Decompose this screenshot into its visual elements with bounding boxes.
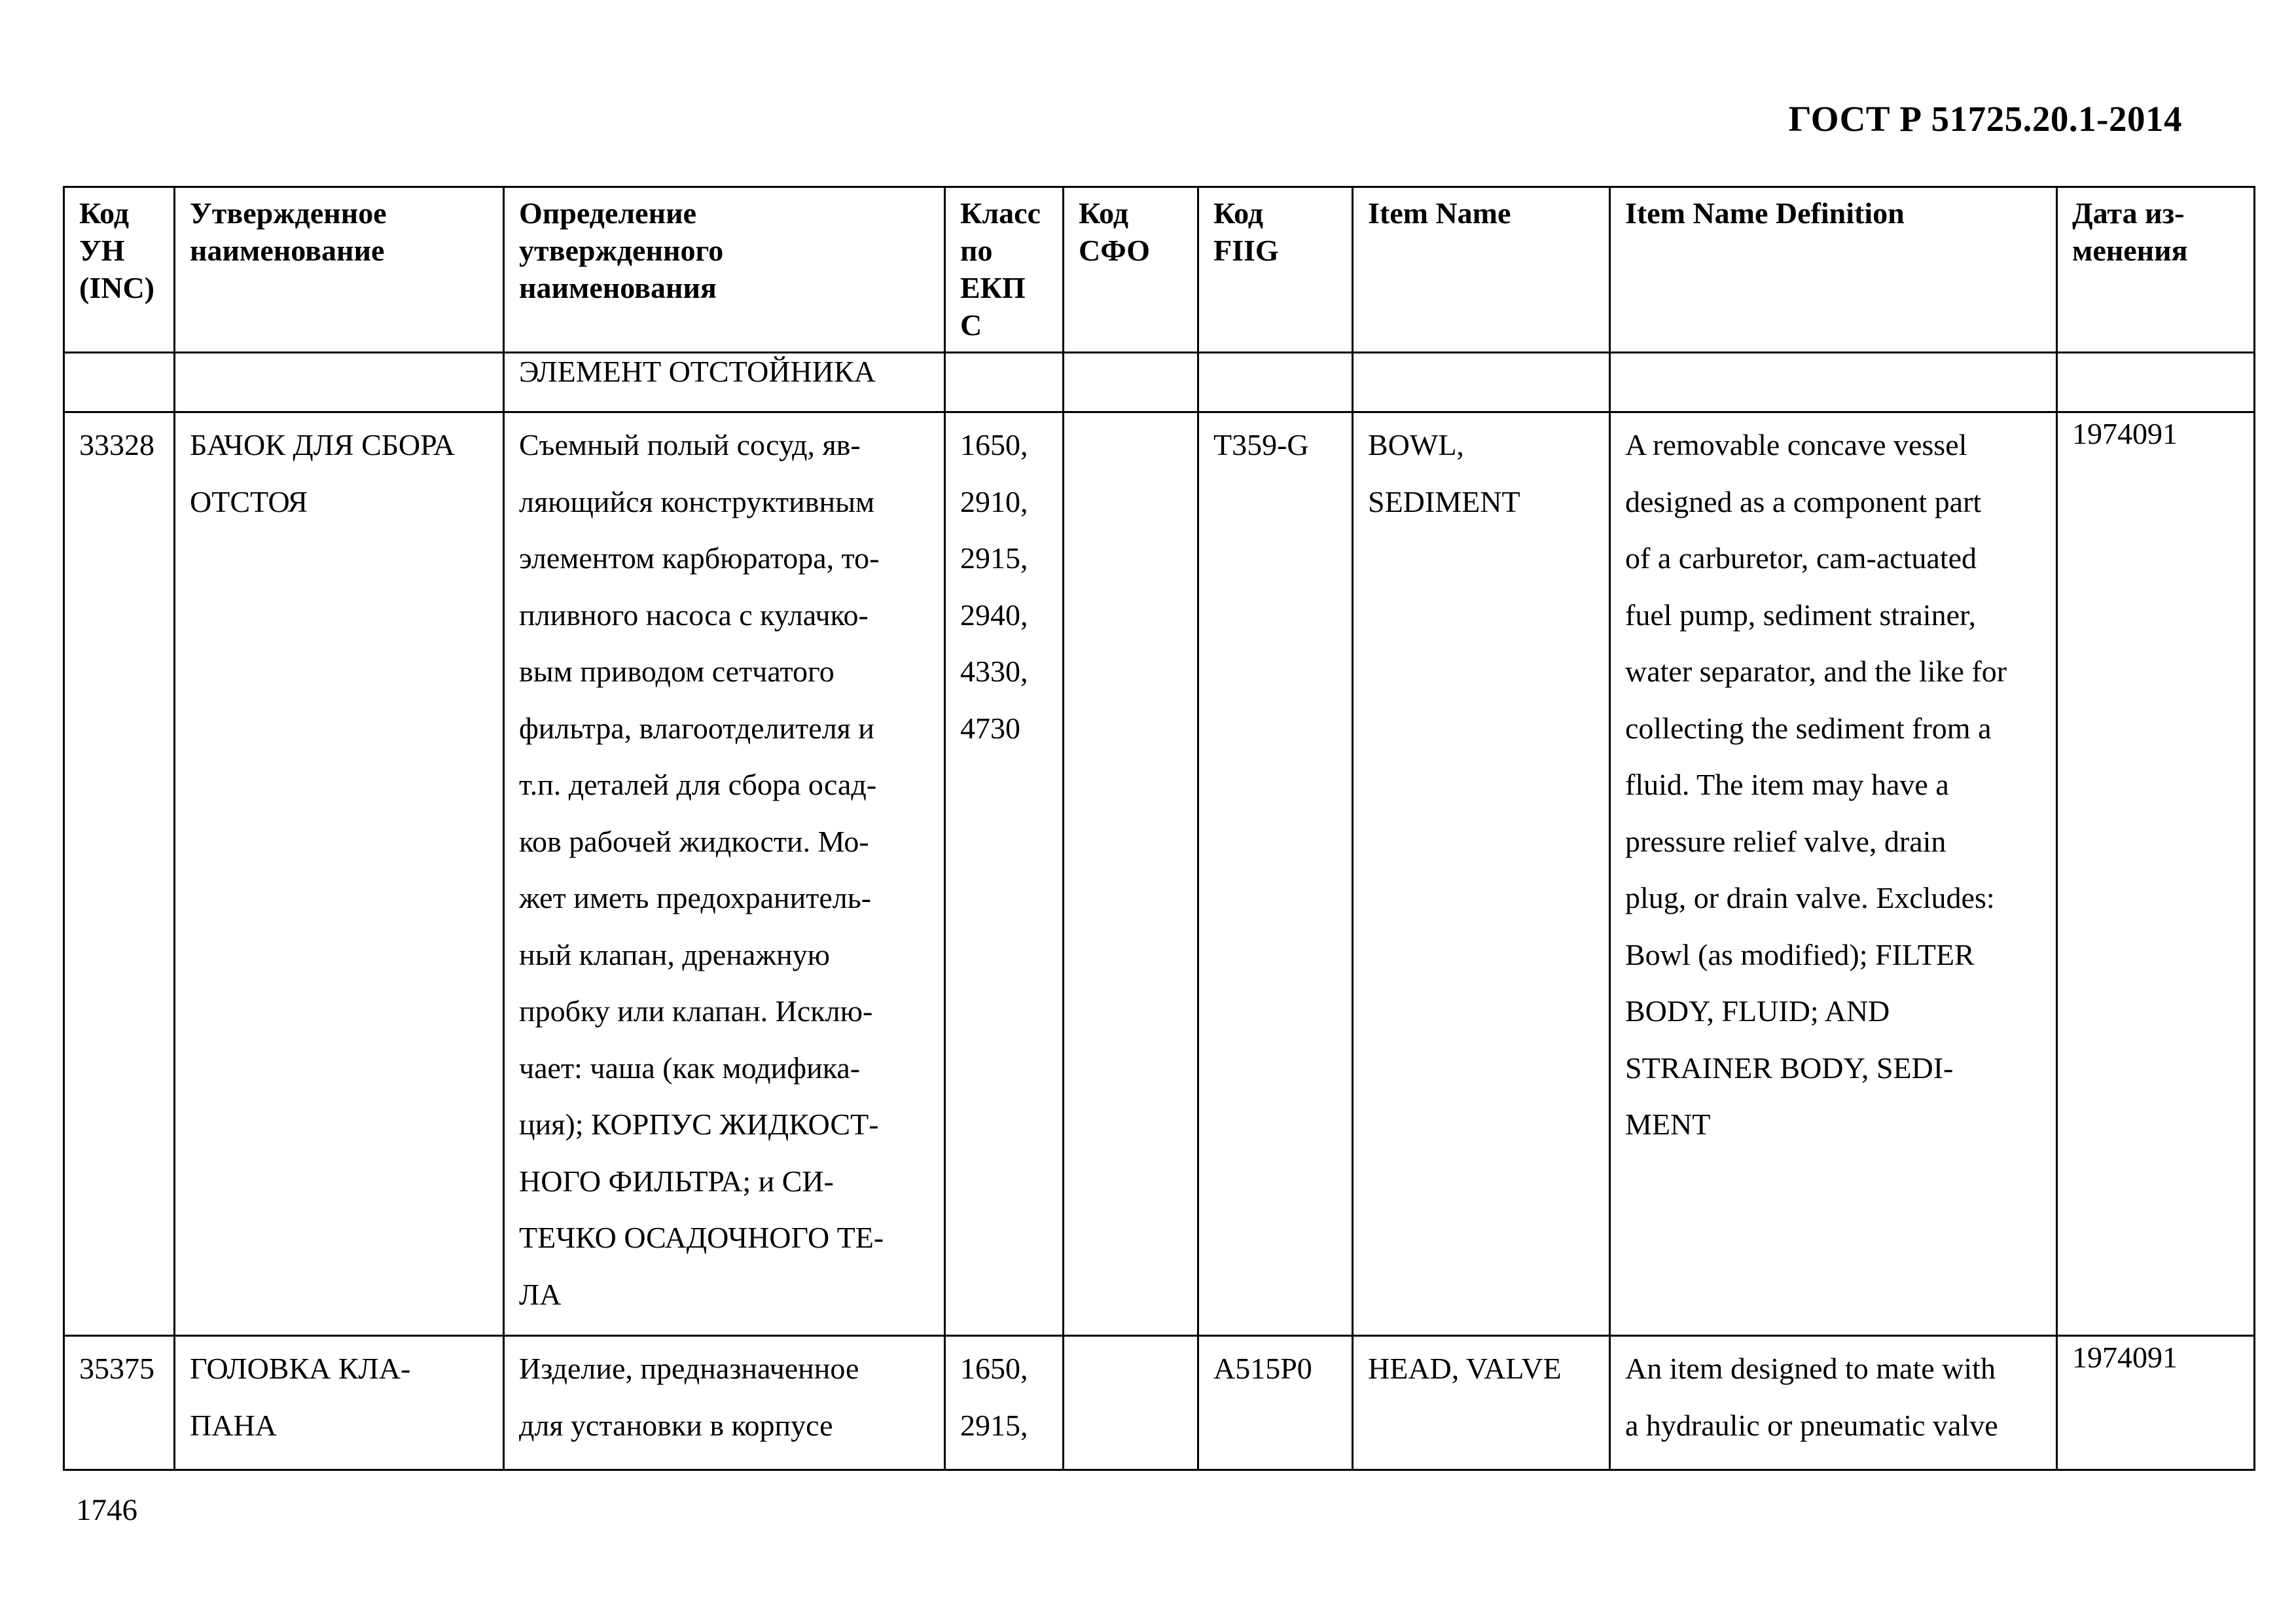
- table-cell: [945, 353, 1064, 412]
- definition-cell: Съемный полый сосуд, яв- ляющийся конструктивным элементом карбюратора, то- пливного насоса с кулачко- вым приводом сетчатого фильтра, влагоотделителя и т.п. деталей для сбора осад- ков рабочей жидкости. Мо- жет иметь предохранитель- ный клапан, дренажную пробку или клапан. Исклю- чает: чаша (как модифика- ция); КОРПУС ЖИДКОСТ- НОГО ФИЛЬТРА; и СИ- ТЕЧКО ОСАДОЧНОГО ТЕ- ЛА: [504, 412, 945, 1336]
- header-item-name: Item Name: [1353, 187, 1610, 353]
- header-class: Класс по ЕКП С: [945, 187, 1064, 353]
- header-fiig-code: Код FIIG: [1198, 187, 1353, 353]
- table-cell: [1353, 353, 1610, 412]
- document-code: ГОСТ Р 51725.20.1-2014: [1788, 99, 2182, 139]
- table-header-row: [64, 187, 2255, 353]
- header-inc: Код УН (INC): [64, 187, 175, 353]
- table-cell: [1064, 353, 1198, 412]
- approved-name-cell: ГОЛОВКА КЛА- ПАНА: [175, 1336, 504, 1470]
- header-approved-name: Утвержденное наименование: [175, 187, 504, 353]
- inc-cell: 33328: [64, 412, 175, 1336]
- item-definition-cell: An item designed to mate with a hydraulic or pneumatic valve: [1610, 1336, 2057, 1470]
- change-date-cell: 1974091: [2057, 1336, 2255, 1470]
- sfo-cell: [1064, 412, 1198, 1336]
- registry-table: [63, 186, 2255, 1471]
- item-name-cell: HEAD, VALVE: [1353, 1336, 1610, 1470]
- table-cell: [1198, 353, 1353, 412]
- table-row-continued: [64, 353, 2255, 412]
- header-change-date: Дата из- менения: [2057, 187, 2255, 353]
- table-row: [64, 412, 2255, 1336]
- approved-name-cell: БАЧОК ДЛЯ СБОРА ОТСТОЯ: [175, 412, 504, 1336]
- item-name-cell: BOWL, SEDIMENT: [1353, 412, 1610, 1336]
- definition-cell: Изделие, предназначенное для установки в корпусе: [504, 1336, 945, 1470]
- item-definition-cell: A removable concave vessel designed as a component part of a carburetor, cam-actuated fuel pump, sediment strainer, water separator, and the like for collecting the sediment from a fluid. The item may have a pressure relief valve, drain plug, or drain valve. Excludes: Bowl (as modified); FILTER BODY, FLUID; AND STRAINER BODY, SEDI- MENT: [1610, 412, 2057, 1336]
- header-sfo-code: Код СФО: [1064, 187, 1198, 353]
- table-cell: [2057, 353, 2255, 412]
- table-row: [64, 1336, 2255, 1470]
- inc-cell: 35375: [64, 1336, 175, 1470]
- table-cell: [175, 353, 504, 412]
- fiig-cell: T359-G: [1198, 412, 1353, 1336]
- page-number: 1746: [76, 1493, 137, 1527]
- class-cell: 1650, 2915,: [945, 1336, 1064, 1470]
- header-approved-name-definition: Определение утвержденного наименования: [504, 187, 945, 353]
- table-cell: [1610, 353, 2057, 412]
- change-date-cell: 1974091: [2057, 412, 2255, 1336]
- table-cell: [64, 353, 175, 412]
- class-cell: 1650, 2910, 2915, 2940, 4330, 4730: [945, 412, 1064, 1336]
- sfo-cell: [1064, 1336, 1198, 1470]
- table-cell-definition: ЭЛЕМЕНТ ОТСТОЙНИКА: [504, 353, 945, 412]
- header-item-name-definition: Item Name Definition: [1610, 187, 2057, 353]
- fiig-cell: A515P0: [1198, 1336, 1353, 1470]
